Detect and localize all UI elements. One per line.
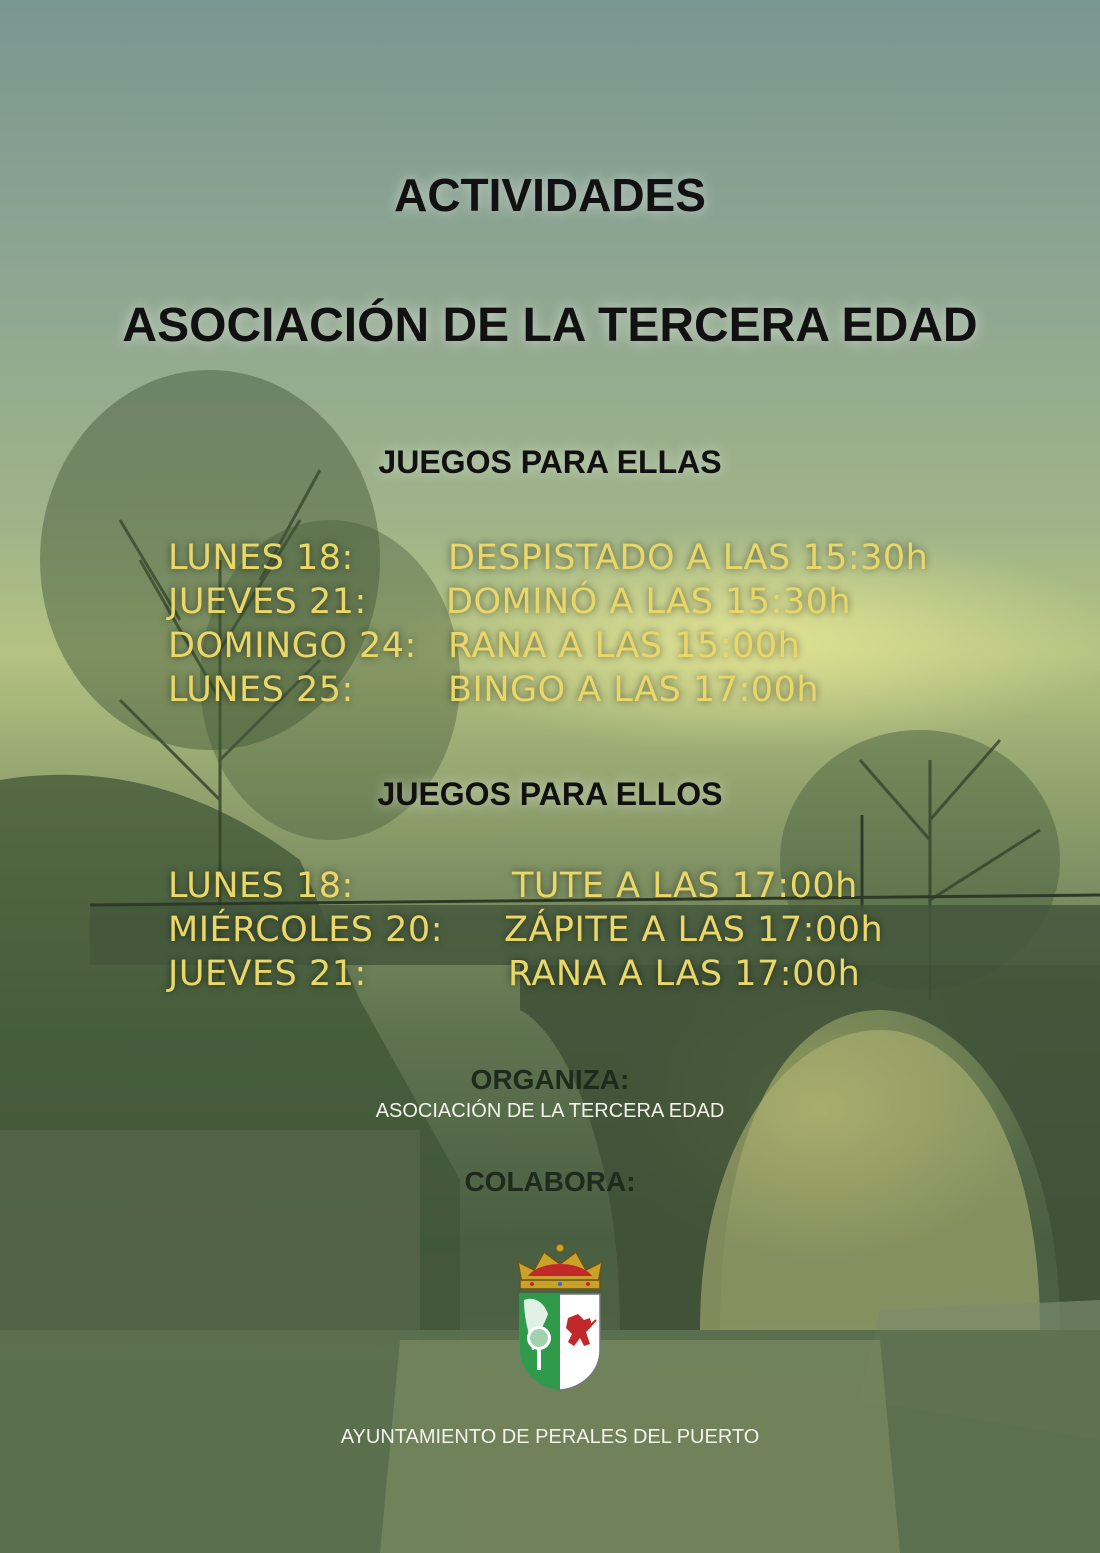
schedule-activity: TUTE A LAS 17:00h: [512, 866, 858, 906]
schedule-activity: ZÁPITE A LAS 17:00h: [504, 910, 884, 950]
schedule-day: DOMINGO 24:: [168, 626, 417, 666]
organiza-label: ORGANIZA:: [470, 1064, 630, 1095]
schedule-day: LUNES 25:: [168, 670, 354, 710]
schedule-activity: BINGO A LAS 17:00h: [448, 670, 820, 710]
schedule-day: JUEVES 21:: [168, 954, 367, 994]
section-heading-ellos: JUEGOS PARA ELLOS: [377, 776, 723, 812]
schedule-day: MIÉRCOLES 20:: [168, 910, 443, 950]
footer-text: AYUNTAMIENTO DE PERALES DEL PUERTO: [340, 1426, 760, 1448]
schedule-activity: DOMINÓ A LAS 15:30h: [446, 582, 852, 622]
page-subtitle: ASOCIACIÓN DE LA TERCERA EDAD: [122, 299, 978, 352]
schedule-day: LUNES 18:: [168, 866, 354, 906]
organiza-value: ASOCIACIÓN DE LA TERCERA EDAD: [375, 1100, 725, 1122]
schedule-day: LUNES 18:: [168, 538, 354, 578]
schedule-activity: DESPISTADO A LAS 15:30h: [448, 538, 929, 578]
schedule-activity: RANA A LAS 17:00h: [508, 954, 861, 994]
coat-of-arms-icon: [510, 1240, 610, 1395]
schedule-activity: RANA A LAS 15:00h: [448, 626, 801, 666]
section-heading-ellas: JUEGOS PARA ELLAS: [378, 444, 722, 480]
page-title: ACTIVIDADES: [394, 169, 706, 221]
colabora-label: COLABORA:: [464, 1166, 636, 1197]
schedule-day: JUEVES 21:: [168, 582, 367, 622]
